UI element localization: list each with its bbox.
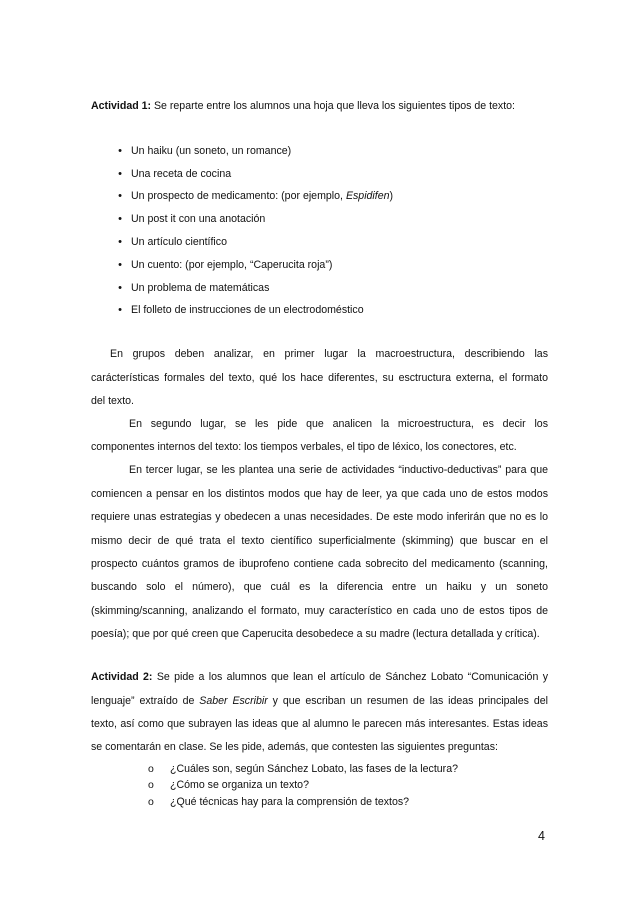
- actividad-1-text: Se reparte entre los alumnos una hoja que lleva los siguientes tipos de texto:: [151, 100, 515, 112]
- question-item: ¿Cuáles son, según Sánchez Lobato, las fases de la lectura?: [170, 763, 458, 775]
- actividad-2-line: [91, 694, 548, 708]
- actividad-1-label: Actividad 1:: [91, 100, 152, 112]
- actividad-2-line: se comentarán en clase. Se les pide, además, que contesten las siguientes preguntas:: [91, 741, 498, 753]
- actividad-2-text: Se pide a los alumnos que lean el artículo de Sánchez Lobato “Comunicación y: [152, 671, 548, 683]
- actividad-1-intro: [91, 99, 515, 113]
- list-item: El folleto de instrucciones de un electrodoméstico: [131, 304, 364, 316]
- bullet-icon: •: [118, 168, 122, 180]
- bullet-icon: •: [118, 282, 122, 294]
- question-item: ¿Qué técnicas hay para la comprensión de textos?: [170, 796, 410, 808]
- paragraph-line: componentes internos del texto: los tiempos verbales, el tipo de léxico, los conectores, etc.: [91, 441, 517, 453]
- list-item: Una receta de cocina: [131, 168, 232, 180]
- page-number: 4: [538, 829, 545, 843]
- paragraph-line: del texto.: [91, 395, 134, 407]
- list-item: Un cuento: (por ejemplo, “Caperucita roja”): [131, 259, 333, 271]
- actividad-2-line: texto, así como que subrayen las ideas que al alumno le parecen más interesantes. Estas ideas: [91, 718, 548, 730]
- bullet-icon: •: [118, 236, 122, 248]
- actividad-2-text: lenguaje” extraído de: [91, 695, 200, 707]
- list-item-text: Un prospecto de medicamento: (por ejemplo,: [131, 190, 346, 202]
- sub-bullet-icon: o: [148, 779, 154, 791]
- paragraph-line: (skimming/scanning, analizando el formato, muy característico en cada uno de estos tipos de: [91, 605, 548, 617]
- bullet-icon: •: [118, 259, 122, 271]
- paragraph-line: mismo decir de qué trata el texto científico superficialmente (skimming) que buscar en el: [91, 535, 548, 547]
- paragraph-line: En grupos deben analizar, en primer lugar la macroestructura, describiendo las: [110, 348, 548, 360]
- paragraph-line: prospecto cuántos gramos de ibuprofeno contiene cada sobrecito del medicamento (scanning,: [91, 558, 548, 570]
- paragraph-line: requiere unas estrategias y obedecen a unas necesidades. De este modo inferirán que no es lo: [91, 511, 548, 523]
- list-item: Un haiku (un soneto, un romance): [131, 145, 292, 157]
- actividad-2-label: Actividad 2:: [91, 671, 153, 683]
- paragraph-line: carácterísticas formales del texto, qué los hace diferentes, su esctructura externa, el formato: [91, 372, 548, 384]
- list-item-closing: ): [389, 190, 394, 202]
- bullet-icon: •: [118, 190, 122, 202]
- bullet-icon: •: [118, 213, 122, 225]
- list-item: Un post it con una anotación: [131, 213, 266, 225]
- question-item: ¿Cómo se organiza un texto?: [170, 779, 309, 791]
- list-item: [131, 189, 393, 203]
- paragraph-line: comiencen a pensar en los distintos modos que hay de leer, ya que cada uno de estos modos: [91, 488, 548, 500]
- paragraph-line: buscando solo el número), que cuál es la diferencia entre un haiku y un soneto: [91, 581, 548, 593]
- list-item: Un problema de matemáticas: [131, 282, 270, 294]
- sub-bullet-icon: o: [148, 763, 154, 775]
- paragraph-line: En tercer lugar, se les plantea una serie de actividades “inductivo-deductivas” para que: [129, 464, 548, 476]
- book-title: Saber Escribir: [199, 695, 268, 707]
- actividad-2-line: [91, 670, 548, 684]
- paragraph-line: poesía); que por qué creen que Caperucita desobedece a su madre (lectura detallada y crítica).: [91, 628, 540, 640]
- list-item: Un artículo científico: [131, 236, 227, 248]
- bullet-icon: •: [118, 304, 122, 316]
- paragraph-line: En segundo lugar, se les pide que analicen la microestructura, es decir los: [129, 418, 548, 430]
- sub-bullet-icon: o: [148, 796, 154, 808]
- actividad-2-text: y que escriban un resumen de las ideas principales del: [267, 695, 548, 707]
- list-item-emphasis: Espidifen: [345, 190, 390, 202]
- bullet-icon: •: [118, 145, 122, 157]
